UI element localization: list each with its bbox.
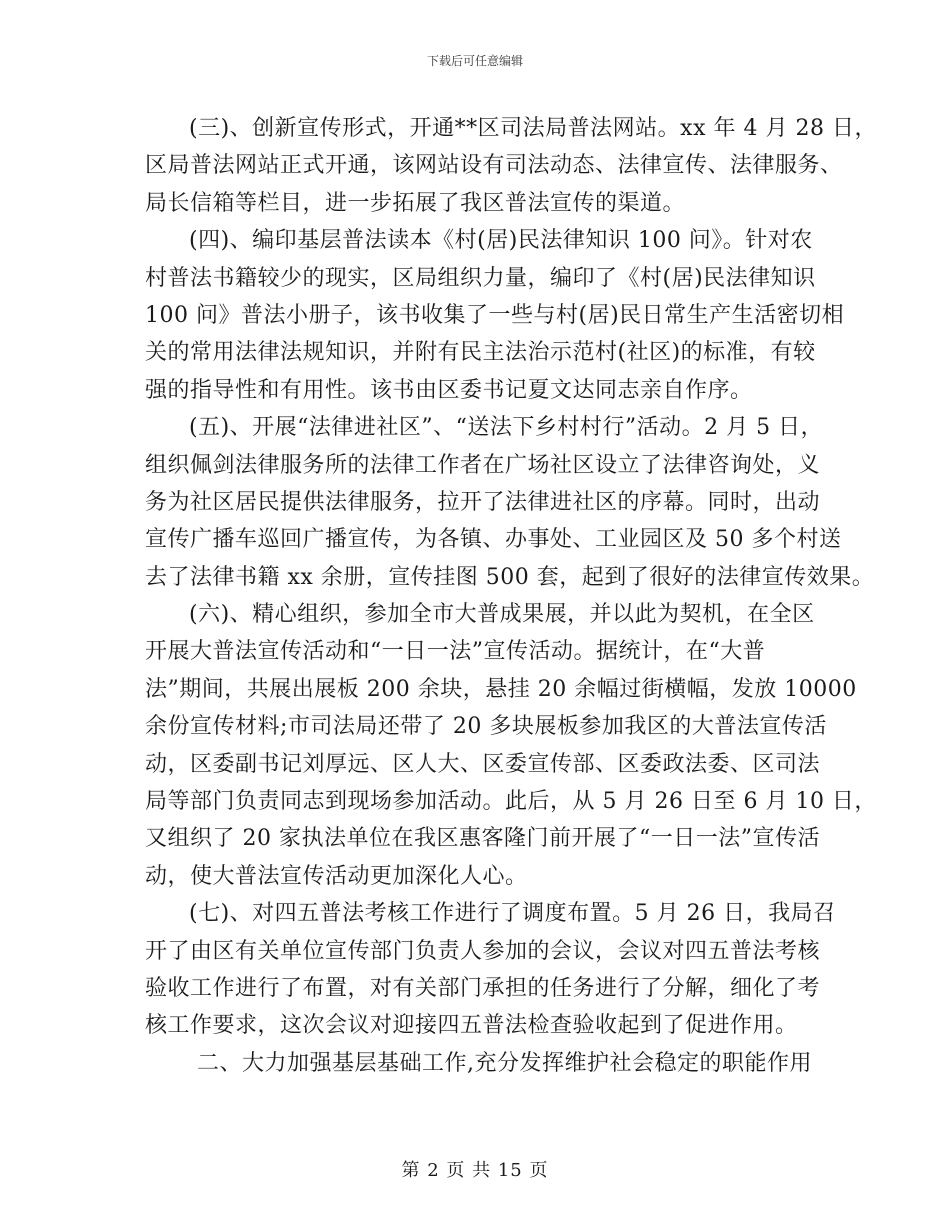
page-header-note: 下载后可任意编辑 [426,54,523,68]
paragraph-line: 动，使大普法宣传活动更加深化人心。 [145,863,528,889]
paragraph-line: 区局普法网站正式开通，该网站设有司法动态、法律宣传、法律服务、 [145,153,843,179]
paragraph-line: 关的常用法律法规知识，并附有民主法治示范村(社区)的标准，有较 [145,340,816,366]
paragraph-line: 去了法律书籍 xx 余册，宣传挂图 500 套，起到了很好的法律宣传效果。 [145,564,875,590]
paragraph-line: 核工作要求，这次会议对迎接四五普法检查验收起到了促进作用。 [145,1013,798,1039]
paragraph-line: 开了由区有关单位宣传部门负责人参加的会议，会议对四五普法考核 [145,938,821,964]
paragraph-line: 村普法书籍较少的现实，区局组织力量，编印了《村(居)民法律知识 [145,265,816,291]
paragraph-line: (五)、开展“法律进社区”、“送法下乡村村行”活动。2 月 5 日， [189,415,824,441]
paragraph-line: (六)、精心组织，参加全市大普成果展，并以此为契机，在全区 [189,602,815,628]
paragraph-line: 验收工作进行了布置，对有关部门承担的任务进行了分解，细化了考 [145,975,821,1001]
paragraph-line: 强的指导性和有用性。该书由区委书记夏文达同志亲自作序。 [145,377,753,403]
paragraph-line: (三)、创新宣传形式，开通**区司法局普法网站。xx 年 4 月 28 日， [189,116,877,141]
paragraph-line: 动，区委副书记刘厚远、区人大、区委宣传部、区委政法委、区司法 [145,751,821,777]
paragraph-line: 开展大普法宣传活动和“一日一法”宣传活动。据统计，在“大普 [145,639,766,665]
paragraph-line: 余份宣传材料;市司法局还带了 20 多块展板参加我区的大普法宣传活 [145,714,827,740]
section-heading: 二、大力加强基层基础工作,充分发挥维护社会稳定的职能作用 [197,1050,812,1076]
paragraph-line: 法”期间，共展出展板 200 余块，悬挂 20 余幅过街横幅，发放 10000 [145,676,857,702]
paragraph-line: (四)、编印基层普法读本《村(居)民法律知识 100 问》。针对农 [189,228,813,254]
paragraph-line: 局长信箱等栏目，进一步拓展了我区普法宣传的渠道。 [145,190,686,216]
paragraph-line: 100 问》普法小册子，该书收集了一些与村(居)民日常生产生活密切相 [145,302,845,328]
page-number-footer: 第 2 页 共 15 页 [401,1160,549,1181]
paragraph-line: 组织佩剑法律服务所的法律工作者在广场社区设立了法律咨询处，义 [145,452,821,478]
paragraph-line: 又组织了 20 家执法单位在我区惠客隆门前开展了“一日一法”宣传活 [145,826,820,852]
paragraph-line: 局等部门负责同志到现场参加活动。此后，从 5 月 26 日至 6 月 10 日， [145,789,877,815]
paragraph-line: (七)、对四五普法考核工作进行了调度布置。5 月 26 日，我局召 [189,901,836,927]
paragraph-line: 宣传广播车巡回广播宣传，为各镇、办事处、工业园区及 50 多个村送 [145,527,842,553]
paragraph-line: 务为社区居民提供法律服务，拉开了法律进社区的序幕。同时，出动 [145,489,821,515]
document-body [145,110,877,1082]
